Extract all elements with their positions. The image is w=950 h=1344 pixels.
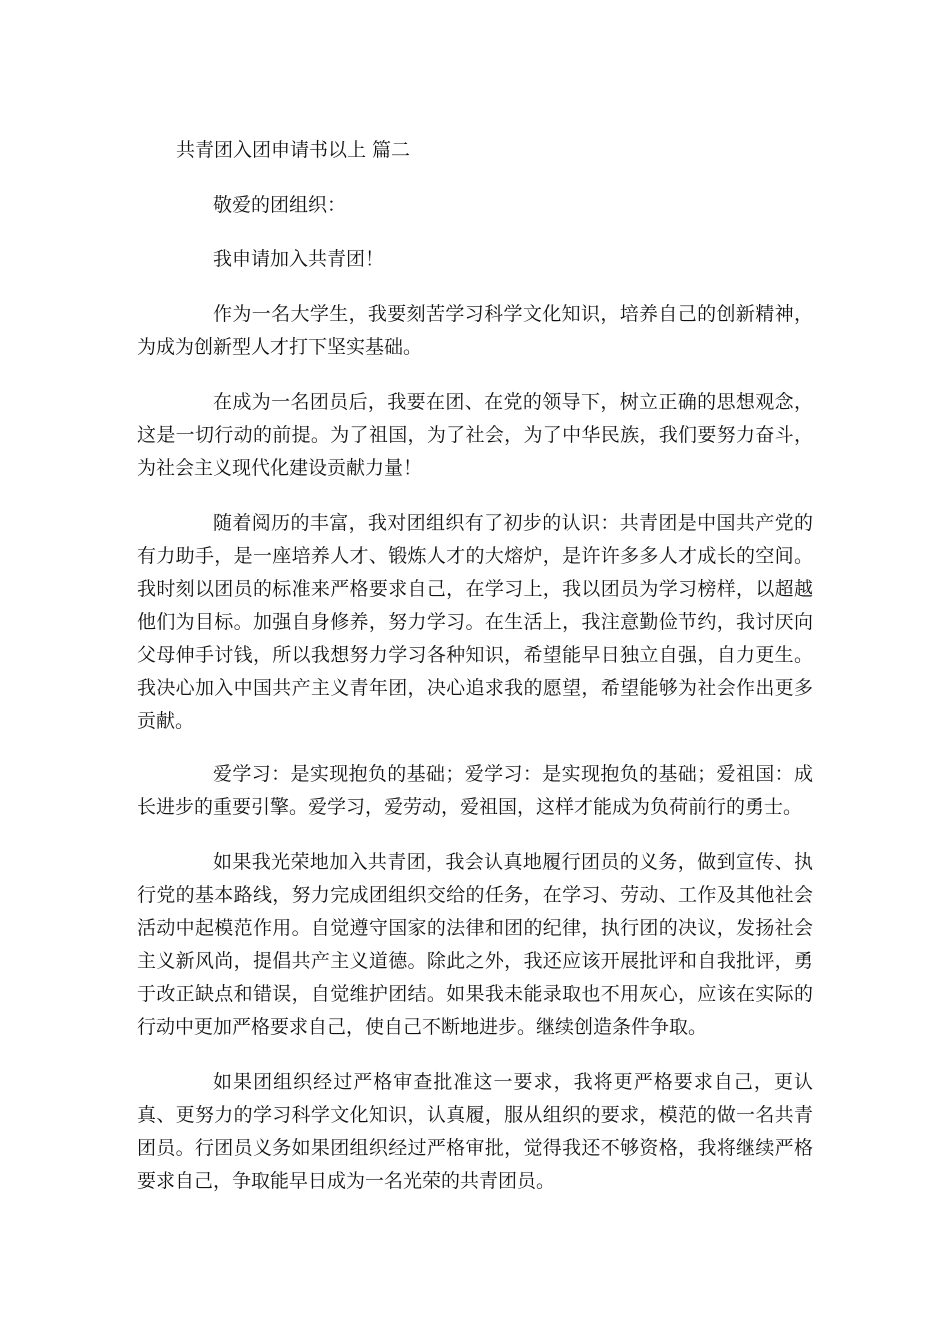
paragraph-6: 如果我光荣地加入共青团，我会认真地履行团员的义务，做到宣传、执行党的基本路线，努力完成团组织交给的任务，在学习、劳动、工作及其他社会活动中起模范作用。自觉遵守国家的法律和团的纪律，执行团的决议，发扬社会主义新风尚，提倡共产主义道德。除此之外，我还应该开展批评和自我批评，勇于改正缺点和错误，自觉维护团结。如果我未能录取也不用灰心，应该在实际的行动中更加严格要求自己，使自己不断地进步。继续创造条件争取。	[137, 851, 813, 1038]
paragraph-5: 爱学习：是实现抱负的基础；爱学习：是实现抱负的基础；爱祖国：成长进步的重要引擎。爱学习，爱劳动，爱祖国，这样才能成为负荷前行的勇士。	[137, 763, 813, 818]
paragraph-1: 我申请加入共青团！	[213, 248, 385, 270]
paragraph-2: 作为一名大学生，我要刻苦学习科学文化知识，培养自己的创新精神，为成为创新型人才打下坚实基础。	[137, 303, 813, 358]
paragraph-7: 如果团组织经过严格审查批准这一要求，我将更严格要求自己，更认真、更努力的学习科学文化知识，认真履，服从组织的要求，模范的做一名共青团员。行团员义务如果团组织经过严格审批，觉得我还不够资格，我将继续严格要求自己，争取能早日成为一名光荣的共青团员。	[137, 1071, 813, 1192]
document-title: 共青团入团申请书以上 篇二	[176, 139, 411, 161]
salutation: 敬爱的团组织：	[213, 194, 347, 216]
paragraph-4: 随着阅历的丰富，我对团组织有了初步的认识：共青团是中国共产党的有力助手，是一座培养人才、锻炼人才的大熔炉，是许许多多人才成长的空间。我时刻以团员的标准来严格要求自己，在学习上，我以团员为学习榜样，以超越他们为目标。加强自身修养，努力学习。在生活上，我注意勤俭节约，我讨厌向父母伸手讨钱，所以我想努力学习各种知识，希望能早日独立自强，自力更生。我决心加入中国共产主义青年团，决心追求我的愿望，希望能够为社会作出更多贡献。	[137, 512, 813, 732]
paragraph-3: 在成为一名团员后，我要在团、在党的领导下，树立正确的思想观念，这是一切行动的前提。为了祖国，为了社会，为了中华民族，我们要努力奋斗，为社会主义现代化建设贡献力量！	[137, 391, 813, 479]
